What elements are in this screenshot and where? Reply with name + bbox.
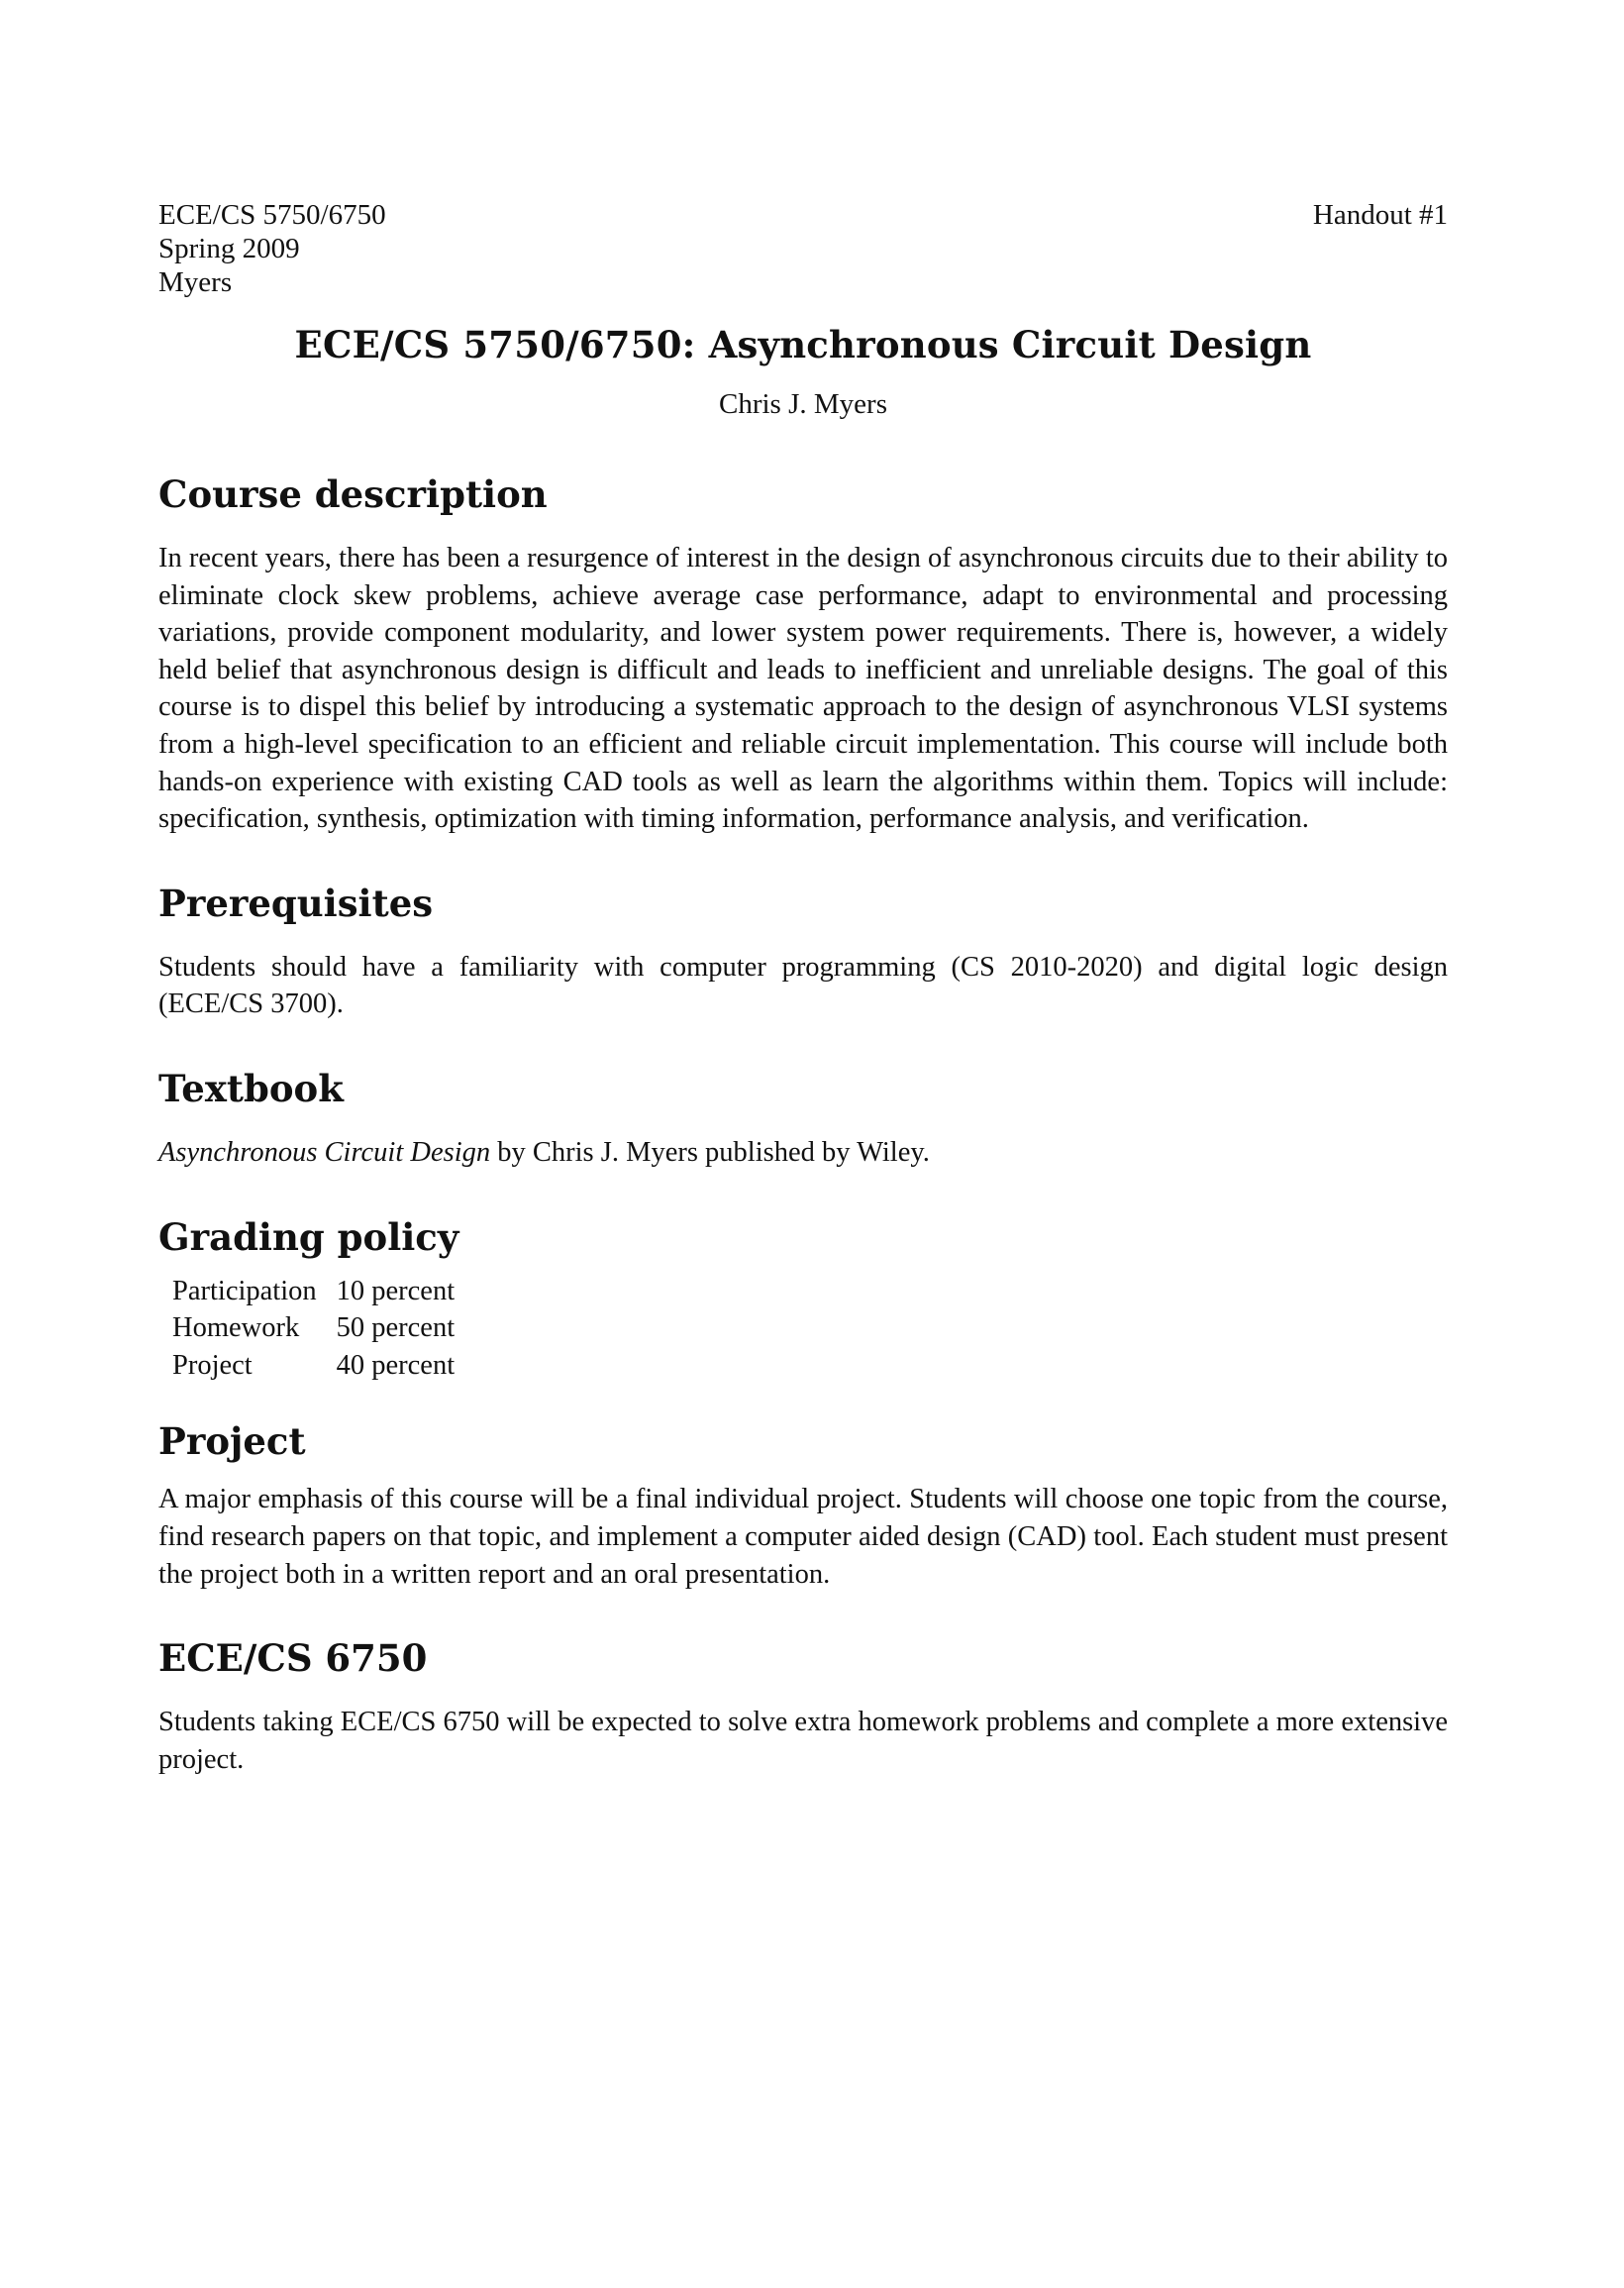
document-title: ECE/CS 5750/6750: Asynchronous Circuit Design	[294, 323, 1312, 366]
table-row	[172, 1273, 474, 1310]
document-author: Chris J. Myers	[719, 388, 887, 420]
handout-number: Handout #1	[1312, 199, 1448, 231]
section-heading: Course description	[158, 472, 548, 516]
grading-item: Project	[172, 1349, 253, 1381]
grading-item: Homework	[172, 1312, 300, 1344]
grading-weight: 10 percent	[336, 1275, 456, 1306]
grading-table	[172, 1273, 474, 1385]
book-title: Asynchronous Circuit Design	[158, 1136, 491, 1168]
document-page	[158, 198, 1448, 1778]
table-row	[172, 1347, 474, 1385]
document-header	[158, 198, 1448, 299]
book-details: by Chris J. Myers published by Wiley.	[490, 1136, 930, 1168]
section-course-description	[158, 472, 1448, 838]
section-heading: ECE/CS 6750	[158, 1636, 428, 1681]
section-body: A major emphasis of this course will be a final individual project. Students will choose one topic from the course, find research papers on that topic, and implement a computer aided design (CAD) tool. Each student must present the project both in a written report and an oral presentation.	[158, 1484, 1448, 1590]
grading-weight: 50 percent	[336, 1312, 456, 1344]
section-heading: Project	[158, 1419, 306, 1464]
course-code: ECE/CS 5750/6750	[158, 199, 386, 231]
grading-item: Participation	[172, 1275, 317, 1306]
section-body: Students should have a familiarity with computer programming (CS 2010-2020) and digital logic design (ECE/CS 3700).	[158, 951, 1448, 1020]
grading-weight: 40 percent	[336, 1349, 456, 1381]
section-body: In recent years, there has been a resurgence of interest in the design of asynchronous circuits due to their ability to eliminate clock skew problems, achieve average case performance, adapt to environmental and processing variations, provide component modularity, and lower system power requirements. There is, however, a widely held belief that asynchronous design is difficult and leads to inefficient and unreliable designs. The goal of this course is to dispel this belief by introducing a systematic approach to the design of asynchronous VLSI systems from a high-level specification to an efficient and reliable circuit implementation. This course will include both hands-on experience with existing CAD tools as well as learn the algorithms within them. Topics will include: specification, synthesis, optimization with timing information, performance analysis, and verification.	[158, 543, 1448, 835]
course-info	[158, 198, 386, 299]
section-grading-policy	[158, 1215, 1448, 1385]
section-prerequisites	[158, 882, 1448, 1023]
section-heading: Textbook	[158, 1066, 344, 1110]
section-body	[158, 1134, 1448, 1172]
section-heading: Grading policy	[158, 1214, 459, 1259]
section-body: Students taking ECE/CS 6750 will be expected to solve extra homework problems and complete a more extensive project.	[158, 1707, 1448, 1775]
table-row	[172, 1309, 474, 1347]
instructor: Myers	[158, 266, 233, 298]
section-ece-cs-6750	[158, 1636, 1448, 1778]
term: Spring 2009	[158, 233, 300, 264]
section-project	[158, 1419, 1448, 1593]
section-heading: Prerequisites	[158, 881, 434, 925]
section-textbook	[158, 1067, 1448, 1172]
